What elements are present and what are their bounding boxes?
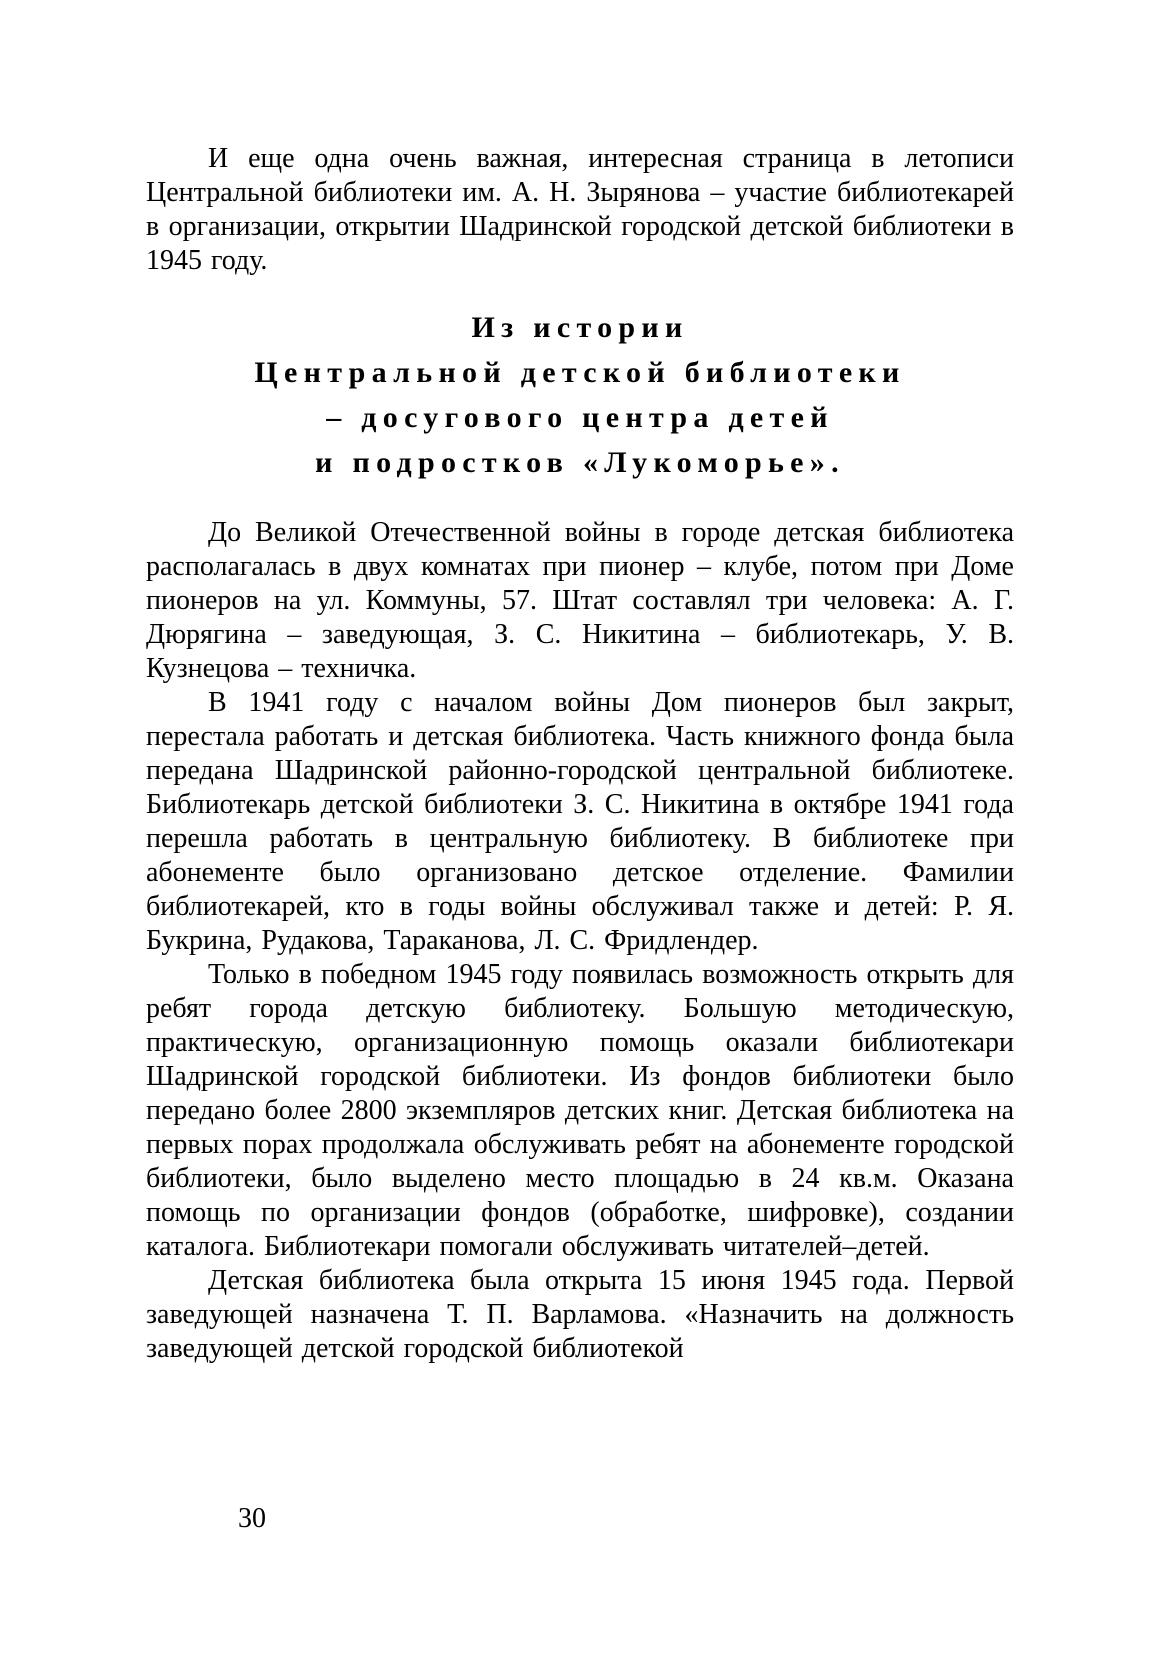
heading-line-2: Центральной детской библиотеки	[254, 356, 906, 389]
body-paragraph: До Великой Отечественной войны в городе детская библиотека располагалась в двух комнатах при пионер – клубе, потом при Доме пионеров на ул. Коммуны, 57. Штат составлял три человека: А. Г. Дюрягина – заведующая, З. С. Никитина – библиотекарь, У. В. Кузнецова – техничка.	[146, 517, 1014, 684]
text-column	[146, 142, 1014, 1366]
page-number: 30	[238, 1503, 266, 1534]
intro-paragraph: И еще одна очень важная, интересная страница в летописи Центральной библиотеки им. А. Н. Зырянова – участие библиотекарей в организации, открытии Шадринской городской детской библиотеки в 1945 году.	[146, 143, 1014, 276]
heading-line-4: и подростков «Лукоморье».	[315, 446, 845, 479]
body-paragraph: В 1941 году с началом войны Дом пионеров был закрыт, перестала работать и детская библиотека. Часть книжного фонда была передана Шадринской районно-городской центральной библиотеке. Библиотекарь детской библиотеки З. С. Никитина в октябре 1941 года перешла работать в центральную библиотеку. В библиотеке при абонементе было организовано детское отделение. Фамилии библиотекарей, кто в годы войны обслуживал также и детей: Р. Я. Букрина, Рудакова, Тараканова, Л. С. Фридлендер.	[146, 687, 1014, 956]
body-paragraph: Детская библиотека была открыта 15 июня 1945 года. Первой заведующей назначена Т. П. Варламова. «Назначить на должность заведующей детской городской библиотекой	[146, 1265, 1014, 1364]
heading-line-1: Из истории	[471, 311, 689, 344]
chapter-heading	[146, 305, 1014, 485]
body-paragraph: Только в победном 1945 году появилась возможность открыть для ребят города детскую библиотеку. Большую методическую, практическую, организационную помощь оказали библиотекари Шадринской городской библиотеки. Из фондов библиотеки было передано более 2800 экземпляров детских книг. Детская библиотека на первых порах продолжала обслуживать ребят на абонементе городской библиотеки, было выделено место площадью в 24 кв.м. Оказана помощь по организации фондов (обработке, шифровке), создании каталога. Библиотекари помогали обслуживать читателей–детей.	[146, 959, 1014, 1262]
heading-line-3: – досугового центра детей	[326, 401, 834, 434]
